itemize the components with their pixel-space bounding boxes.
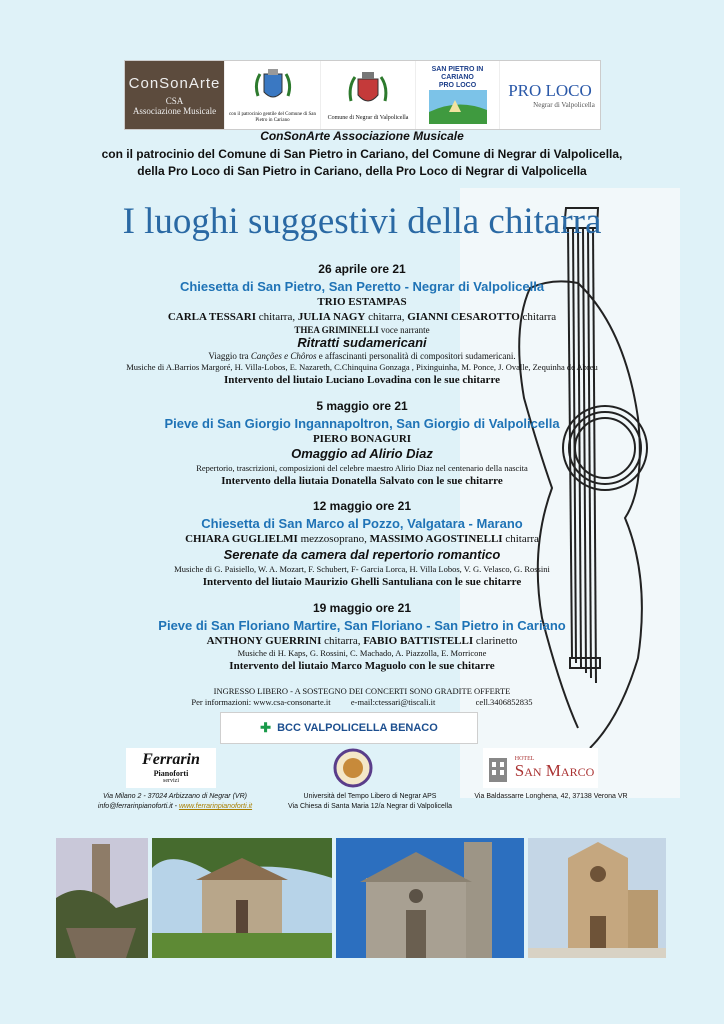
ferrarin-address: Via Milano 2 - 37024 Arbizzano di Negrar (VR): [103, 793, 247, 800]
concert-2-description: Repertorio, trascrizioni, composizioni del celebre maestro Alirio Diaz nel centenario della nascita: [196, 463, 528, 473]
concert-4-luthier: Intervento del liutaio Marco Maguolo con le sue chitarre: [229, 660, 495, 672]
description-text: e affascinanti personalità di compositori sudamericani.: [316, 351, 516, 361]
concert-2-performer: PIERO BONAGURI: [312, 433, 412, 445]
consonarte-logo-sub: Associazione Musicale: [132, 105, 217, 116]
description-italic: Canções e Chôros: [250, 351, 317, 361]
concert-3-venue: Chiesetta di San Marco al Pozzo, Valgatara - Marano: [201, 516, 523, 531]
performer-role: chitarra,: [255, 311, 298, 323]
concert-1-venue: Chiesetta di San Pietro, San Peretto - Negrar di Valpolicella: [179, 279, 545, 294]
page-title: I luoghi suggestivi della chitarra: [122, 201, 602, 242]
pro-loco-san-pietro-title: SAN PIETRO IN CARIANO: [431, 66, 484, 81]
performer-role: chitarra: [502, 533, 539, 545]
concert-1-music: Musiche di A.Barrios Margoré, H. Villa-Lobos, E. Nazareth, C.Chinquina Gonzaga , Pixinguinha, M. Ponce, J. Ovalle, Zequinha de Abreu: [126, 362, 598, 372]
organizer-name: ConSonArte Associazione Musicale: [260, 129, 464, 143]
patronage-line-1: con il patrocinio del Comune di San Pietro in Cariano, del Comune di Negrar di Valpolicella,: [101, 147, 623, 161]
concert-4-date: 19 maggio ore 21: [312, 601, 412, 615]
negrar-crest-caption: Comune di Negrar di Valpolicella: [327, 114, 409, 121]
hotel-san-marco-logo: [483, 748, 598, 788]
hotel-name: San Marco: [514, 761, 595, 780]
ferrarin-website-link[interactable]: www.ferrarinpianoforti.it: [178, 803, 253, 810]
crest-icon: [250, 66, 296, 112]
photo-tower-ruins-image: [56, 838, 148, 958]
performer-role: chitarra,: [365, 311, 408, 323]
university-address: Via Chiesa di Santa Maria 12/a Negrar di Valpolicella: [288, 803, 452, 810]
photo-church-courtyard: [152, 838, 332, 958]
contact-info: [0, 697, 724, 707]
building-icon: [487, 754, 509, 782]
concert-3-program: Serenate da camera dal repertorio romantico: [223, 547, 501, 562]
performer-name: JULIA NAGY: [297, 311, 366, 323]
patron-logo-strip: [124, 60, 601, 130]
performer-role: voce narrante: [378, 325, 430, 335]
concert-2-program: Omaggio ad Alirio Diaz: [291, 446, 433, 461]
performer-name: CARLA TESSARI: [167, 311, 256, 323]
ferrarin-logo: [126, 748, 216, 788]
description-text: Viaggio tra: [208, 351, 251, 361]
performer-name: ANTHONY GUERRINI: [206, 635, 322, 647]
concert-3-music: Musiche di G. Paisiello, W. A. Mozart, F. Schubert, F- Garcia Lorca, H. Villa Lobos, V. G. Velasco, G. Rossini: [174, 564, 550, 574]
concert-1-description: [0, 351, 724, 361]
consonarte-logo-csa: CSA: [165, 95, 184, 106]
negrar-crest-logo: [321, 61, 416, 129]
patronage-text: [0, 146, 724, 180]
photo-pieve-tower-image: [336, 838, 524, 958]
consonarte-logo: [125, 61, 225, 129]
concert-3-date: 12 maggio ore 21: [312, 499, 412, 513]
phone-number: cell.3406852835: [475, 697, 533, 707]
photo-san-floriano: [528, 838, 666, 958]
photo-san-floriano-image: [528, 838, 666, 958]
performer-role: clarinetto: [473, 635, 518, 647]
website-link[interactable]: Per informazioni: www.csa-consonarte.it: [191, 697, 331, 707]
concert-3-performers: [0, 533, 724, 545]
concert-1-performers: [0, 311, 724, 323]
pro-loco-negrar-title: PRO LOCO: [508, 81, 592, 100]
ferrarin-logo-name: Ferrarin: [142, 751, 200, 768]
concert-2-date: 5 maggio ore 21: [316, 399, 408, 413]
san-pietro-crest-caption: con il patrocinio gentile del Comune di San Pietro in Cariano: [228, 112, 317, 123]
bcc-sponsor-name: BCC VALPOLICELLA BENACO: [277, 722, 438, 734]
hotel-address: Via Baldassarre Longhena, 42, 37138 Verona VR: [474, 793, 628, 800]
ferrarin-address-block: [70, 792, 280, 812]
photo-tower-ruins: [56, 838, 148, 958]
concert-4-performers: [0, 635, 724, 647]
concert-4-music: Musiche di H. Kaps, G. Rossini, C. Machado, A. Piazzolla, E. Morricone: [237, 648, 487, 658]
hotel-label: HOTEL: [514, 756, 535, 762]
bcc-leaf-icon: ✚: [260, 720, 272, 735]
performer-name: MASSIMO AGOSTINELLI: [369, 533, 503, 545]
performer-role: chitarra: [519, 311, 557, 323]
concert-1-date: 26 aprile ore 21: [318, 262, 406, 276]
concert-2-venue: Pieve di San Giorgio Ingannapoltron, San Giorgio di Valpolicella: [164, 416, 560, 431]
san-pietro-crest-logo: [225, 61, 321, 129]
ferrarin-email[interactable]: info@ferrarinpianoforti.it -: [97, 803, 179, 810]
concert-2-luthier: Intervento della liutaia Donatella Salvato con le sue chitarre: [221, 475, 503, 487]
performer-role: chitarra,: [321, 635, 364, 647]
pro-loco-negrar-sub: Negrar di Valpolicella: [533, 101, 595, 109]
pro-loco-san-pietro-sub: PRO LOCO: [438, 82, 477, 89]
ferrarin-logo-sub: Pianoforti: [153, 769, 189, 778]
concert-4-venue: Pieve di San Floriano Martire, San Floriano - San Pietro in Cariano: [158, 618, 566, 633]
bcc-sponsor-banner: [220, 712, 478, 744]
patronage-line-2: della Pro Loco di San Pietro in Cariano, della Pro Loco di Negrar di Valpolicella: [137, 164, 587, 178]
email-link[interactable]: e-mail:ctessari@tiscali.it: [350, 697, 436, 707]
performer-name: GIANNI CESAROTTO: [407, 311, 520, 323]
concert-1-luthier: Intervento del liutaio Luciano Lovadina con le sue chitarre: [223, 374, 501, 386]
concert-1-program: Ritratti sudamericani: [297, 335, 427, 350]
performer-role: mezzosoprano,: [297, 533, 370, 545]
photo-pieve-tower: [336, 838, 524, 958]
university-name: Università del Tempo Libero di Negrar APS: [303, 793, 437, 800]
performer-name: CHIARA GUGLIELMI: [185, 533, 298, 545]
performer-name: THEA GRIMINELLI: [294, 325, 379, 335]
concert-1-ensemble: TRIO ESTAMPAS: [317, 296, 407, 308]
free-entry-notice: INGRESSO LIBERO - A SOSTEGNO DEI CONCERTI SONO GRADITE OFFERTE: [213, 686, 511, 696]
performer-name: FABIO BATTISTELLI: [363, 635, 474, 647]
university-seal-icon: [333, 748, 373, 788]
concert-3-luthier: Intervento del liutaio Maurizio Ghelli Santuliana con le sue chitarre: [202, 576, 522, 588]
concert-1-narrator: [0, 325, 724, 335]
consonarte-logo-name: ConSonArte: [128, 74, 221, 92]
ferrarin-logo-sub2: servizi: [163, 778, 179, 784]
crest-icon: [345, 69, 391, 115]
pro-loco-san-pietro-logo: [416, 61, 500, 129]
university-logo: [324, 748, 382, 788]
photo-church-courtyard-image: [152, 838, 332, 958]
university-address-block: [270, 792, 470, 812]
landscape-icon: [429, 90, 487, 124]
pro-loco-negrar-logo: [500, 61, 600, 129]
